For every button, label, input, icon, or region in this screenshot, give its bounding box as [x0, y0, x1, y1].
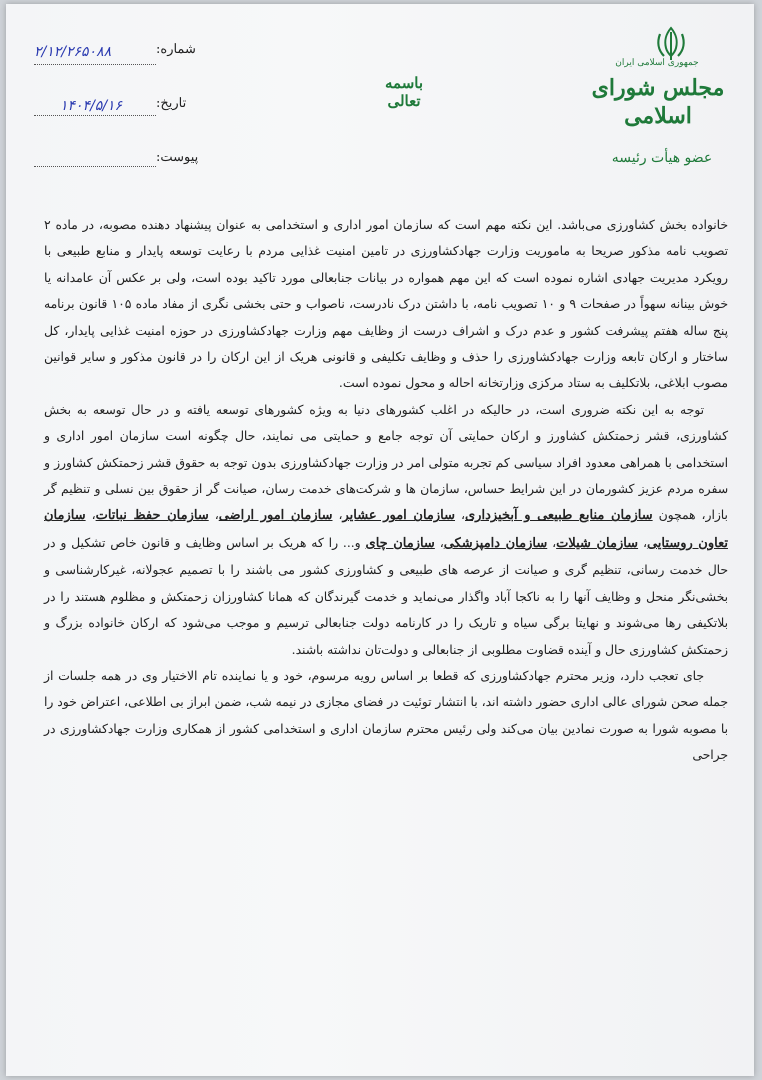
letter-heading: باسمه تعالی: [384, 74, 424, 110]
org-name-highlight: سازمان شیلات: [556, 535, 639, 551]
attachment-line: [34, 166, 156, 167]
paragraph-text: توجه به این نکته ضروری است، در حالیکه در اغلب کشورهای دنیا به ویژه کشورهای توسعه یافته و در حال توسعه به بخش کشاورزی، قشر زحمتکش کشاورز و ارکان حمایتی آن توجه جامع و حمایتی می نمایند، حال چگونه است سازمان امور اداری و استخدامی با همراهی معدود افراد سیاسی کم تجربه متولی امر در وزارت جهادکشاورزی بدون توجه به حقوق قشر زحمتکش کشاورز و سفره مردم عزیز کشورمان در این شرایط حساس، سازمان ها و شرکت‌های خدمت رسان، صیانت گر از حقوق بین نسلی و تنظیم گر بازار، همچون: [44, 402, 728, 523]
separator-text: ،: [208, 508, 219, 523]
org-country-label: جمهوری اسلامی ایران: [615, 58, 699, 68]
org-name-highlight: سازمان امور عشایر: [342, 508, 456, 524]
date-label: تاریخ:: [156, 96, 187, 111]
number-label: شماره:: [156, 42, 196, 57]
org-role-label: عضو هیأت رئیسه: [611, 150, 713, 166]
separator-text: ،: [85, 508, 96, 523]
paragraph-text: جای تعجب دارد، وزیر محترم جهادکشاورزی که قطعا بر اساس رویه مرسوم، خود و یا نماینده تام الاختیار وی در همه جلسات از جمله صحن شورای عالی اداری حضور داشته اند، با انتشار توئیت در فضای مجازی در نیمه شب، ضمن ابراز بی اطلاعی، اعتراض خود را با مصوبه شورا به صورت نمادین بیان می‌کند ولی رئیس محترم سازمان اداری و استخدامی کشور از همکاری وزارت جهادکشاورزی در جراحی: [43, 668, 729, 763]
attachment-label: پیوست:: [156, 150, 199, 165]
org-name-highlight: سازمان امور اراضی: [218, 508, 333, 524]
iran-emblem-icon: [654, 26, 688, 62]
org-name-highlight: سازمان تعاون روستایی: [44, 508, 728, 551]
org-name-highlight: سازمان چای: [365, 535, 435, 551]
letter-page: [6, 4, 754, 1076]
separator-text: ،: [455, 508, 465, 523]
number-value: ۲/۱۲/۲۶۵۰۸۸: [34, 44, 112, 60]
org-name-highlight: سازمان حفظ نباتات: [95, 508, 209, 524]
paragraph-3: [44, 663, 728, 769]
separator-text: ،: [332, 508, 343, 523]
separator-text: ،: [434, 535, 444, 550]
paragraph-text: و... را که هریک بر اساس وظایف و قانون خاص تشکیل و در حال خدمت رسانی، تنظیم گری و صیانت از عرصه های طبیعی و کشاورزی کشور می باشند را با تصمیم عجولانه، غیرکارشناسی و بخشی‌نگر منحل و وظایف آنها را به ناکجا آباد واگذار می‌نماید و خدمت گیرندگان که همانا کشاورزان زحمتکش و مظلوم هستند را در بلاتکیفی رها می‌شوند و نهایتا برگی سیاه و تاریک را در کارنامه دولت جنابعالی ترسیم و موجب می‌شود که ارکان خانواده بزرگ و زحمتکش کشاورزی حال و آینده قضاوت مطلوبی از جنابعالی و دولت‌تان نداشته باشند.: [44, 535, 728, 657]
number-line: [34, 64, 156, 65]
paragraph-1: [44, 212, 728, 397]
separator-text: ،: [547, 535, 557, 550]
org-name-logo: مجلس شورای اسلامی: [591, 75, 725, 129]
paragraph-text: خانواده بخش کشاورزی می‌باشد. این نکته مهم است که سازمان امور اداری و استخدامی به عنوان پیشنهاد دهنده مصوبه، در ماده ۲ تصویب نامه مذکور صریحا به ماموریت وزارت جهادکشاورزی در تامین امنیت غذایی مردم با رعایت توسعه پایدار و منابع طبیعی با رویکرد مدیریت جهادی اشاره نموده است که این مهم همواره در بیانات جنابعالی مورد تاکید بوده است، ولی بر عکس آن عامدانه یا خوش بینانه سهواً در صفحات ۹ و ۱۰ تصویب نامه، با داشتن درک نادرست، ناصواب و حتی بخشی نگری از مفاد ماده ۱۰۵ قانون برنامه پنج ساله هفتم پیشرفت کشور و عدم درک و اشراف درست از وظایف مهم وزارت جهادکشاورزی در حوزه امنیت غذایی پایدار، کل ساختار و ارکان تابعه وزارت جهادکشاورزی را حذف و وظایف تکلیفی و قانونی هریک از این ارکان را در قانون مذکور و سایر قوانین مصوب ابلاغی، بلاتکلیف به ستاد مرکزی وزارتخانه احاله و محول نموده است.: [44, 218, 728, 391]
org-name-highlight: سازمان دامپزشکی: [443, 535, 548, 551]
date-line: [34, 115, 156, 116]
separator-text: ،: [638, 535, 647, 550]
letter-body: [44, 212, 728, 769]
date-value: ۱۴۰۴/۵/۱۶: [60, 98, 123, 114]
paragraph-2: [44, 397, 728, 663]
org-name-highlight: سازمان منابع طبیعی و آبخیزداری: [465, 508, 653, 524]
